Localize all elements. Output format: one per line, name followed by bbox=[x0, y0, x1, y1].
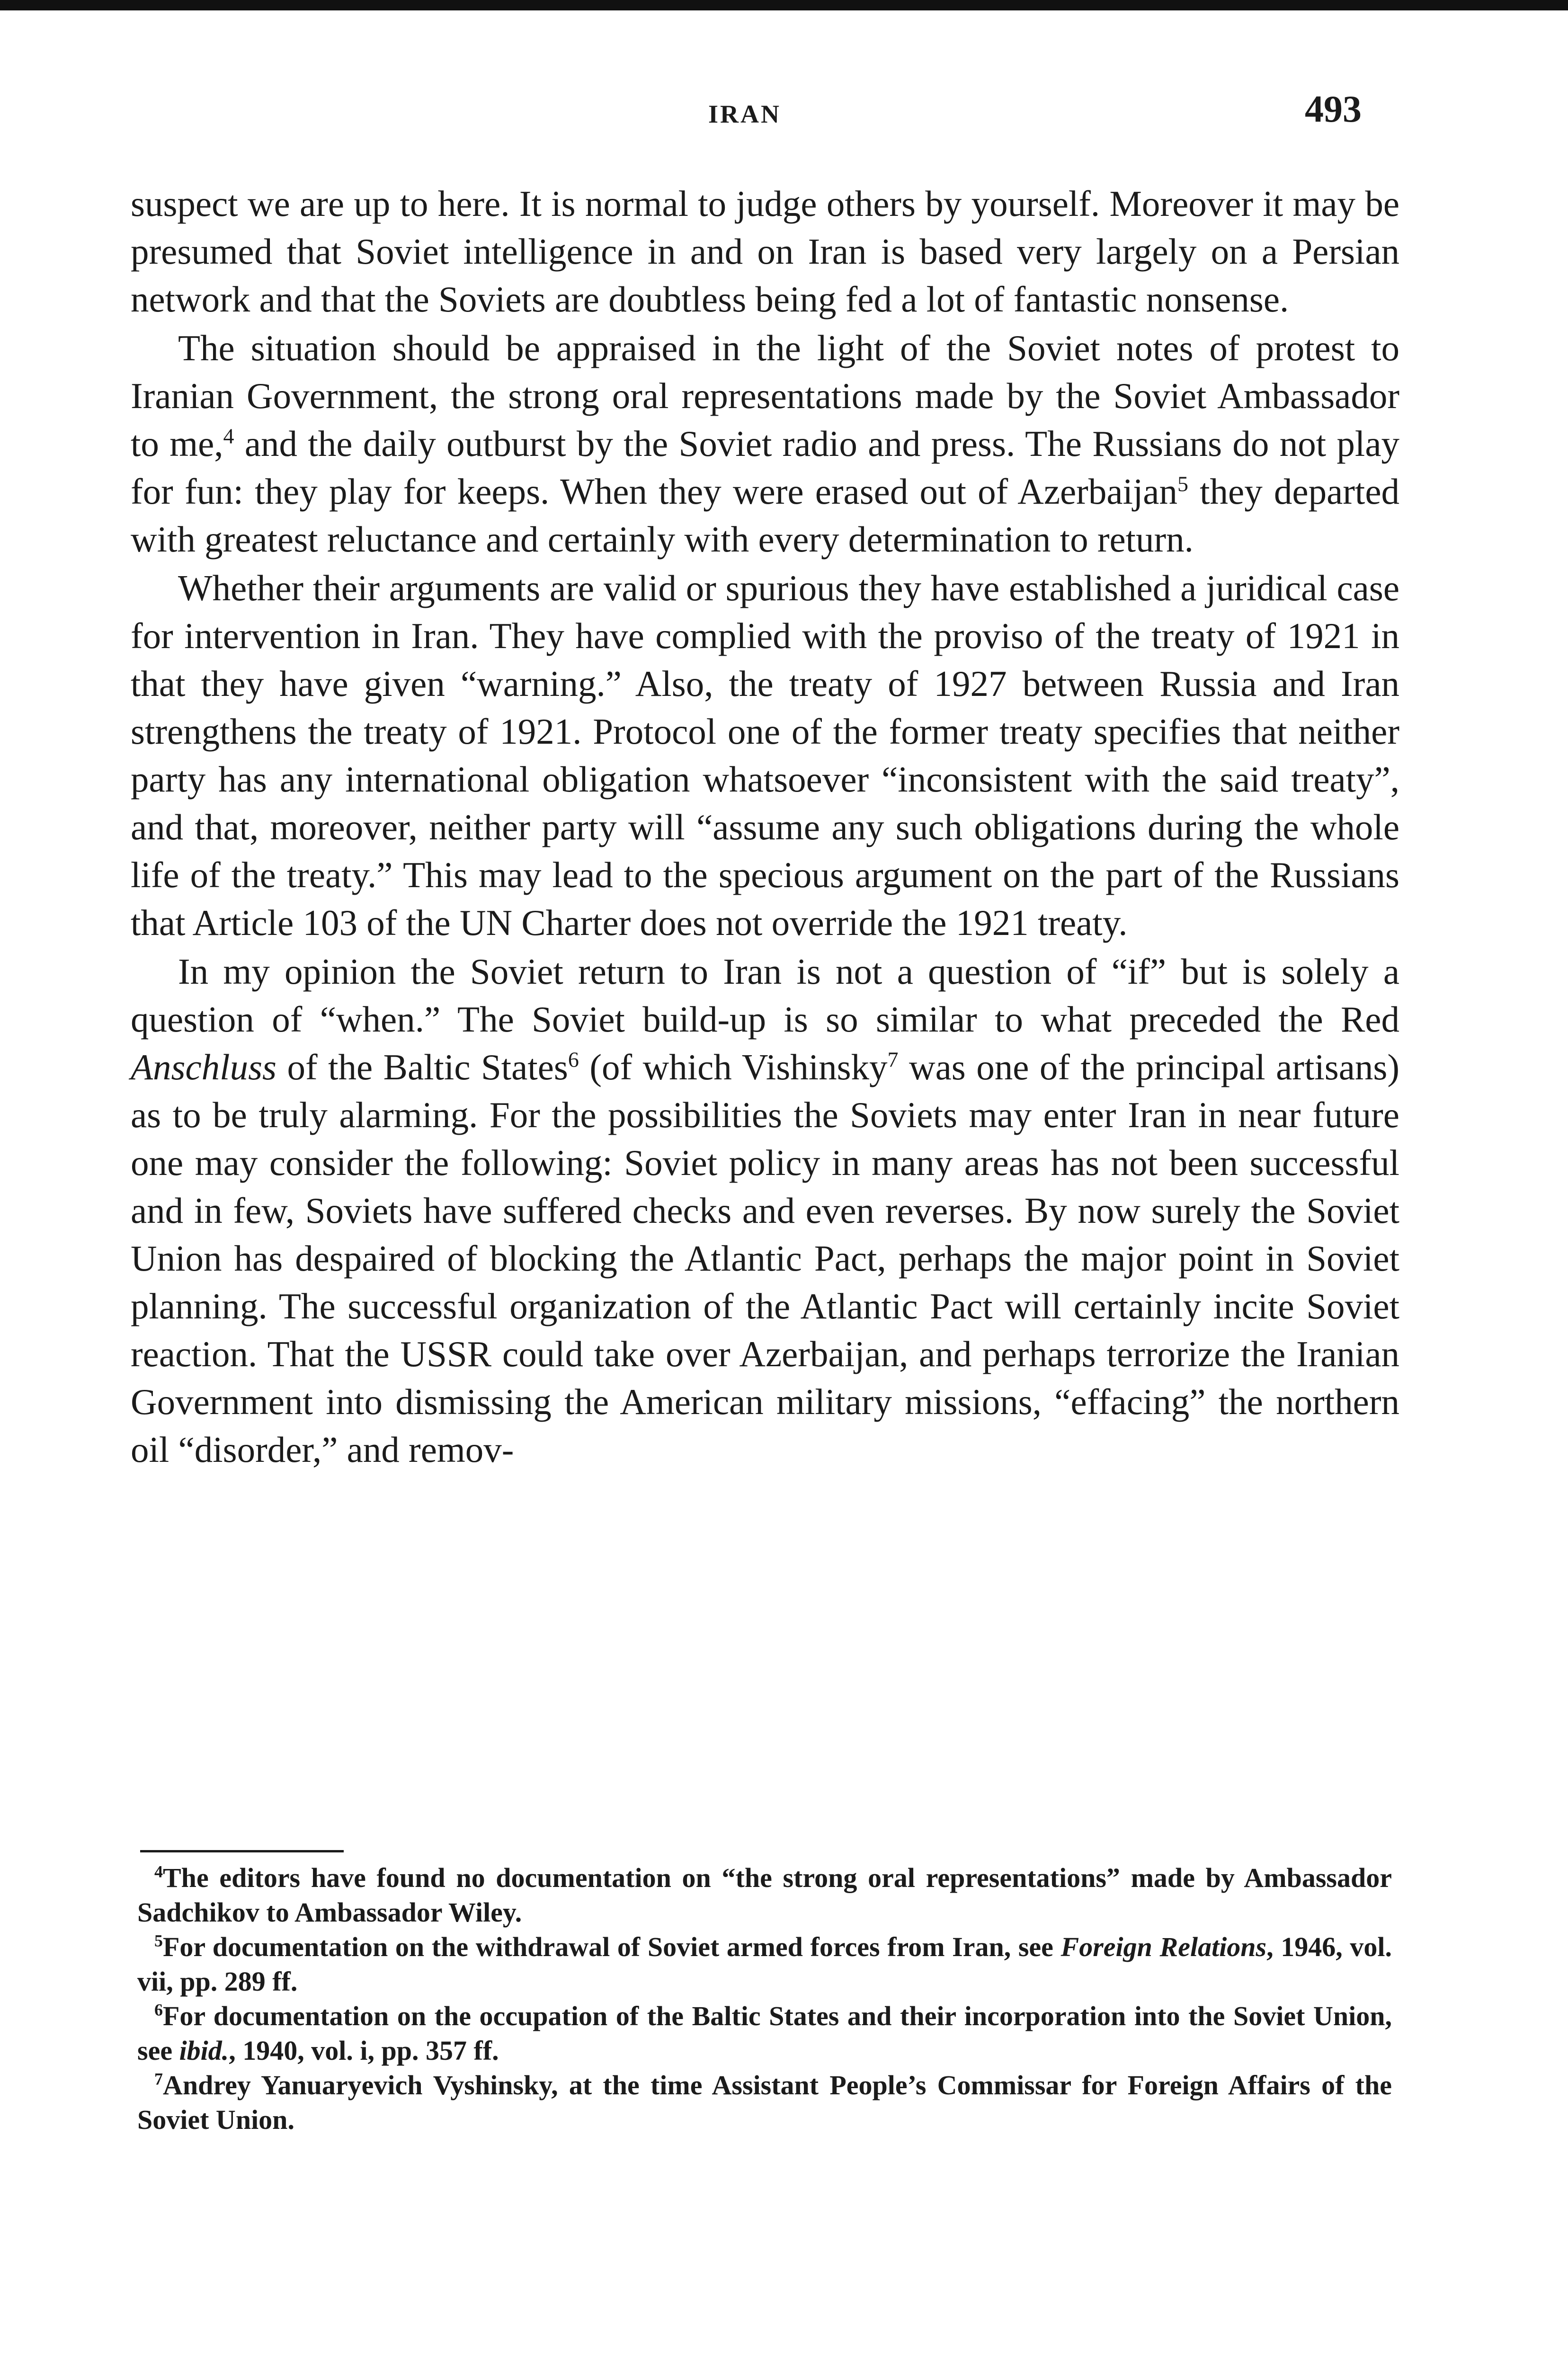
footnote-5-italic: Foreign Relations bbox=[1060, 1931, 1267, 1962]
footnote-separator bbox=[140, 1850, 344, 1852]
footnotes bbox=[137, 1860, 1392, 2137]
footnote-ref-7: 7 bbox=[887, 1047, 899, 1072]
body-text bbox=[131, 180, 1399, 1475]
footnote-7 bbox=[137, 2068, 1392, 2137]
footnote-4-mark: 4 bbox=[154, 1862, 163, 1881]
footnote-4-text: The editors have found no documentation on “the strong oral representations” made by Ambassador Sadchikov to Ambassador Wiley. bbox=[137, 1862, 1392, 1928]
footnote-7-text: Andrey Yanuaryevich Vyshinsky, at the time Assistant People’s Commissar for Foreign Affairs of the Soviet Union. bbox=[137, 2070, 1392, 2135]
paragraph-3-text: Whether their arguments are valid or spurious they have established a juridical case for intervention in Iran. They have complied with the proviso of the treaty of 1921 in that they have given “warning.” Also, the treaty of 1927 between Russia and Iran strengthens the treaty of 1921. Protocol one of the former treaty specifies that neither party has any international obligation whatsoever “inconsistent with the said treaty”, and that, moreover, neither party will “assume any such obligations during the whole life of the treaty.” This may lead to the specious argument on the part of the Russians that Article 103 of the UN Charter does not override the 1921 treaty. bbox=[131, 568, 1399, 943]
paragraph-2 bbox=[131, 324, 1399, 563]
footnote-5 bbox=[137, 1930, 1392, 1999]
footnote-5-text-a: For documentation on the withdrawal of Soviet armed forces from Iran, see bbox=[163, 1931, 1061, 1962]
footnote-5-mark: 5 bbox=[154, 1931, 163, 1950]
paragraph-4-text-c: (of which Vishinsky bbox=[579, 1047, 888, 1087]
footnote-6-italic: ibid. bbox=[179, 2035, 229, 2066]
paragraph-4-text-b: of the Baltic States bbox=[276, 1047, 568, 1087]
paragraph-4-text-a: In my opinion the Soviet return to Iran is not a question of “if” but is solely a question of “when.” The Soviet build-up is so similar to what preceded the Red bbox=[131, 951, 1399, 1040]
anschluss-italic: Anschluss bbox=[131, 1047, 276, 1087]
paragraph-4-text-d: was one of the principal artisans) as to be truly alarming. For the possibilities the Soviets may enter Iran in near future one may consider the following: Soviet policy in many areas has not been successful and in few, Soviets have suffered checks and even reverses. By now surely the Soviet Union has despaired of blocking the Atlantic Pact, perhaps the major point in Soviet planning. The successful organization of the Atlantic Pact will certainly incite Soviet reaction. That the USSR could take over Azerbaijan, and perhaps terrorize the Iranian Government into dismissing the American military missions, “effacing” the northern oil “disorder,” and remov- bbox=[131, 1047, 1399, 1470]
paragraph-1-text: suspect we are up to here. It is normal to judge others by yourself. Moreover it may be presumed that Soviet intelligence in and on Iran is based very largely on a Persian network and that the Soviets are doubtless being fed a lot of fantastic nonsense. bbox=[131, 183, 1399, 320]
paragraph-2-text-b: and the daily outburst by the Soviet radio and press. The Russians do not play for fun: they play for keeps. When they were erased out of Azerbaijan bbox=[131, 423, 1399, 512]
footnote-4 bbox=[137, 1860, 1392, 1930]
footnote-7-mark: 7 bbox=[154, 2069, 163, 2089]
running-head: IRAN bbox=[708, 100, 782, 128]
paragraph-1 bbox=[131, 180, 1399, 323]
footnote-6 bbox=[137, 1999, 1392, 2068]
footnote-ref-6: 6 bbox=[568, 1047, 579, 1072]
page-number: 493 bbox=[1305, 89, 1362, 130]
paragraph-4 bbox=[131, 948, 1399, 1474]
paragraph-2-text-c: they departed with greatest reluctance and certainly with every determination to return. bbox=[131, 471, 1399, 560]
footnote-ref-4: 4 bbox=[223, 424, 234, 448]
page-header bbox=[0, 85, 1568, 137]
paragraph-2-text-a: The situation should be appraised in the light of the Soviet notes of protest to Iranian Government, the strong oral representations made by the Soviet Ambassador to me, bbox=[131, 328, 1399, 464]
footnote-6-text-a: For documentation on the occupation of the Baltic States and their incorporation into the Soviet Union, see bbox=[137, 2001, 1392, 2066]
footnote-6-text-b: , 1940, vol. i, pp. 357 ff. bbox=[229, 2035, 499, 2066]
footnote-ref-5: 5 bbox=[1177, 472, 1188, 496]
footnote-5-text-b: , 1946, vol. vii, pp. 289 ff. bbox=[137, 1931, 1392, 1997]
paragraph-3 bbox=[131, 564, 1399, 947]
top-border-rule bbox=[0, 0, 1568, 10]
footnote-6-mark: 6 bbox=[154, 2000, 163, 2020]
